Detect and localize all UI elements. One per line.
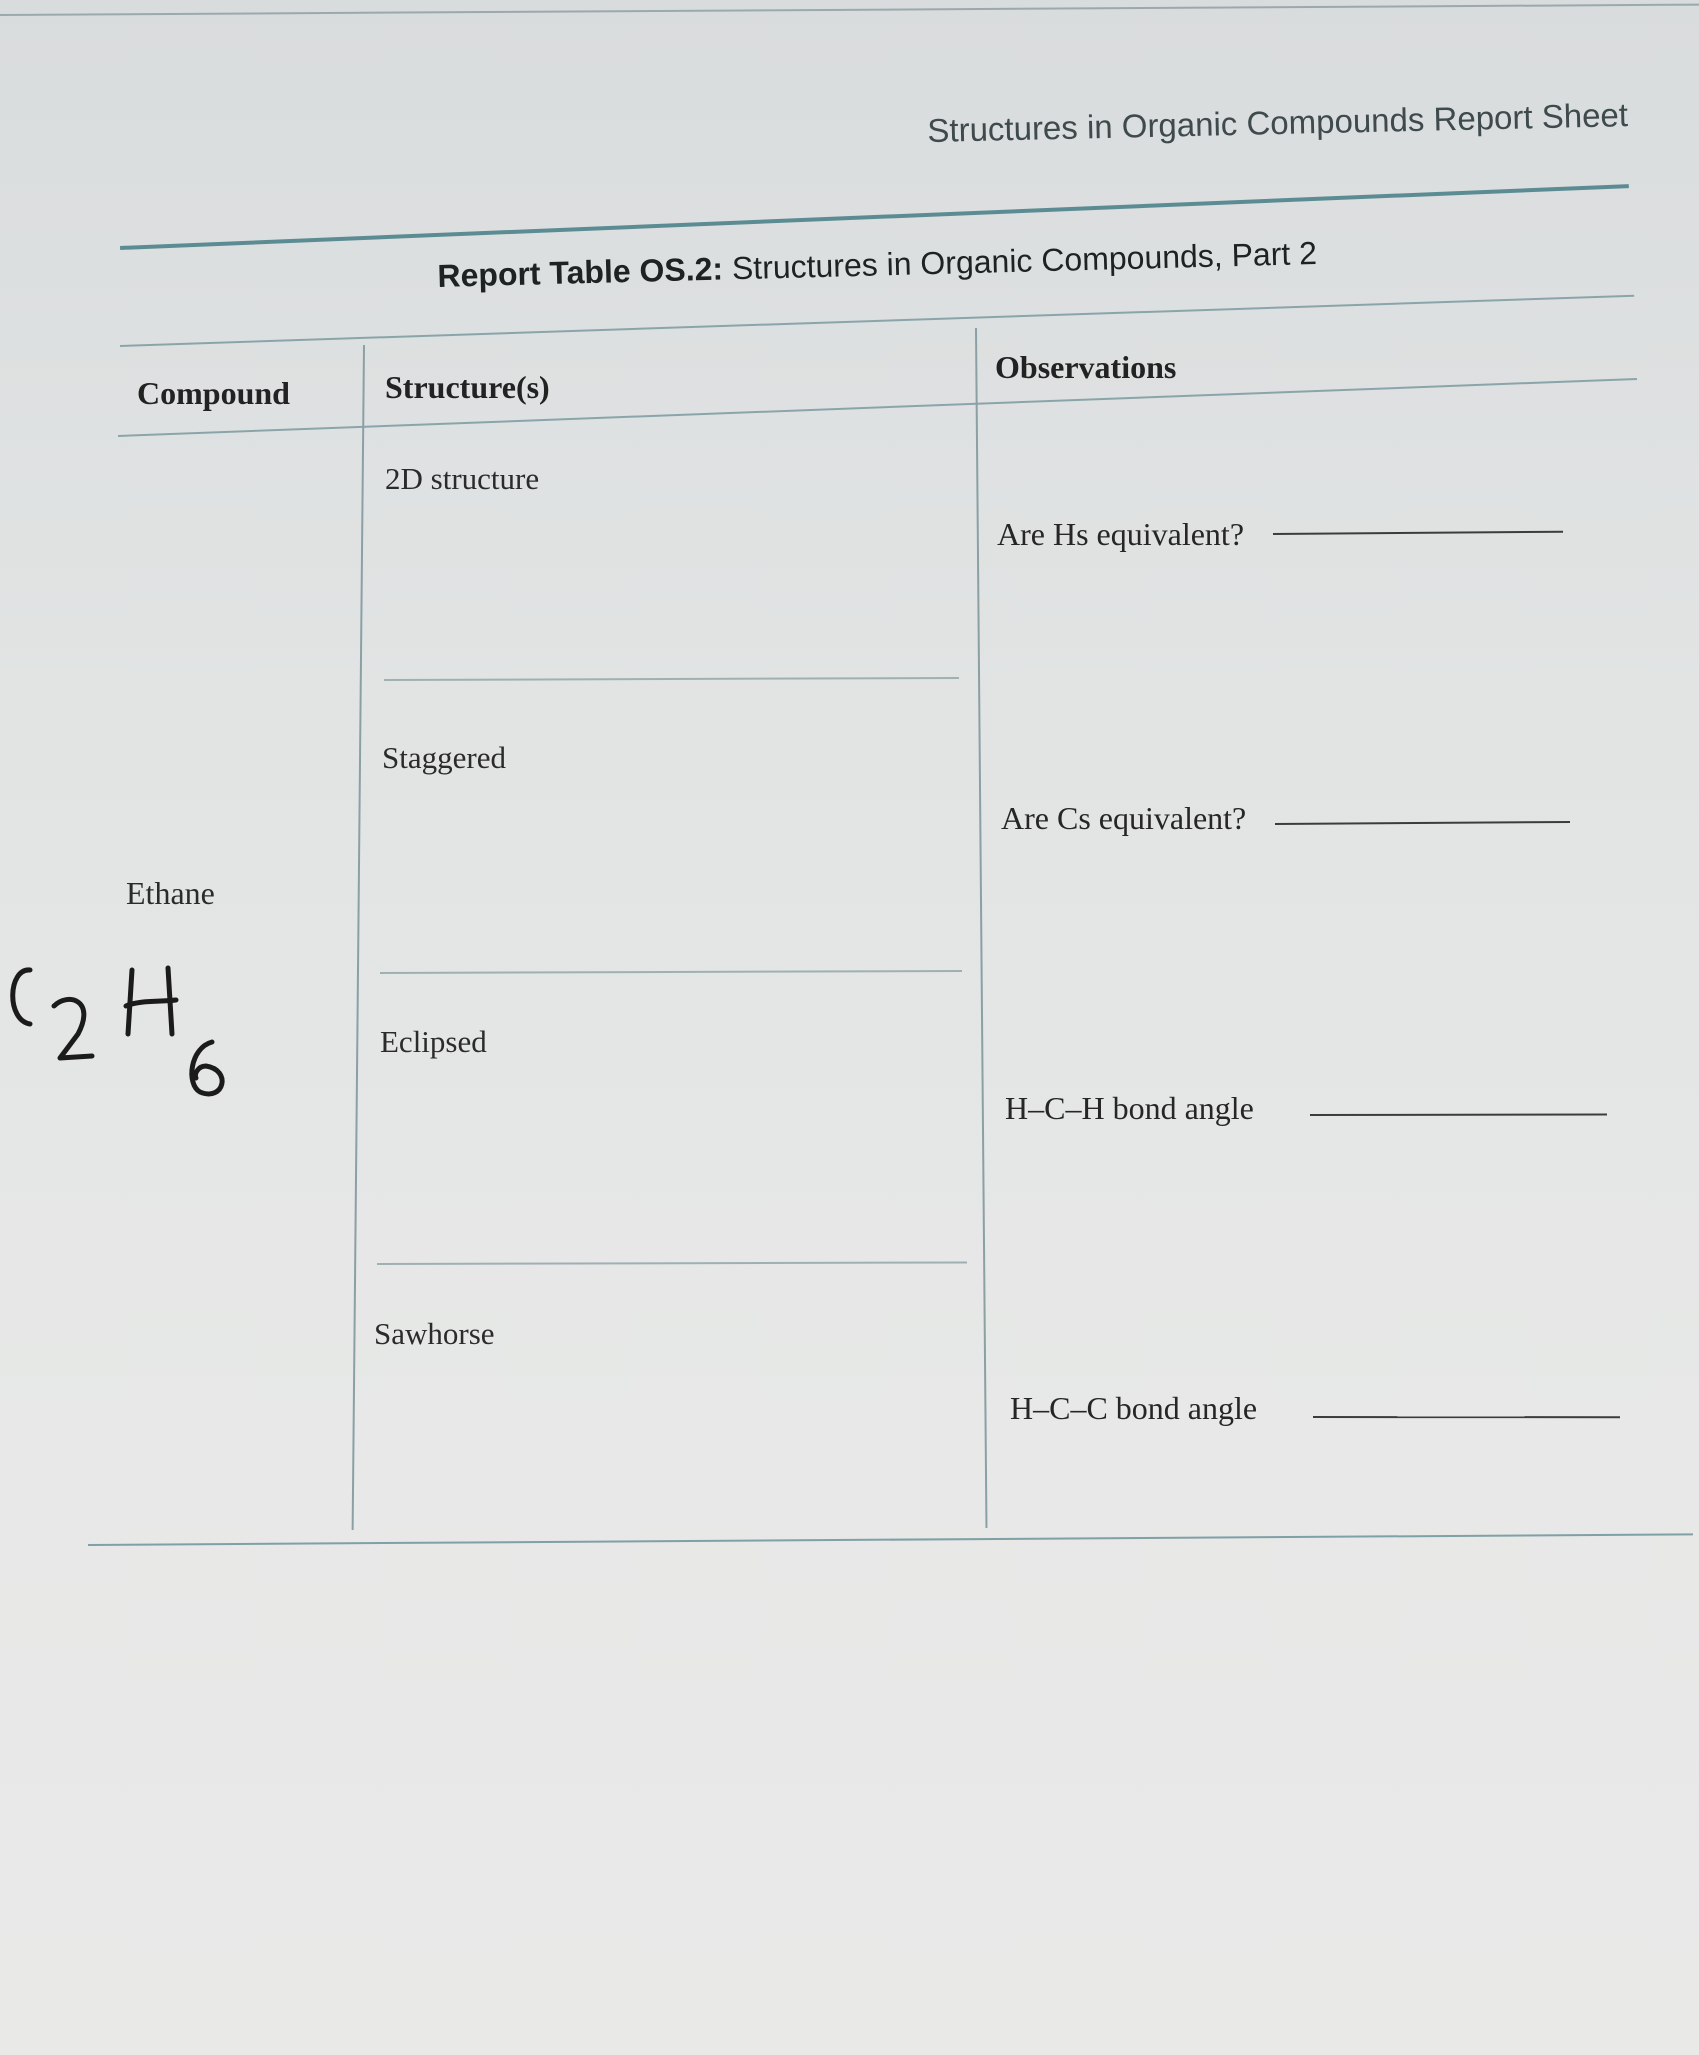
structure-label-eclipsed: Eclipsed: [380, 1024, 487, 1059]
structure-row-divider: [380, 970, 962, 974]
table-title: [437, 235, 1317, 295]
divider-structure-observations: [975, 328, 987, 1528]
answer-blank-hcc-angle[interactable]: [1313, 1416, 1620, 1418]
observation-hs-equivalent: Are Hs equivalent?: [997, 516, 1245, 552]
structure-label-sawhorse: Sawhorse: [374, 1316, 495, 1351]
handwritten-formula: [0, 950, 240, 1140]
divider-compound-structure: [352, 345, 365, 1530]
table-top-rule: [120, 295, 1634, 347]
header-bottom-rule: [118, 378, 1637, 437]
answer-blank-hch-angle[interactable]: [1310, 1113, 1607, 1116]
observation-cs-equivalent: Are Cs equivalent?: [1001, 800, 1247, 836]
structure-label-staggered: Staggered: [382, 740, 506, 775]
compound-name: Ethane: [126, 875, 215, 911]
observation-hch-angle: H–C–H bond angle: [1005, 1090, 1254, 1126]
header-structures: Structure(s): [385, 369, 550, 405]
header-rule: [120, 184, 1629, 250]
header-compound: Compound: [137, 375, 290, 411]
page-top-edge: [0, 4, 1699, 16]
structure-row-divider: [377, 1261, 967, 1265]
answer-blank-cs-equivalent[interactable]: [1275, 821, 1570, 825]
table-title-text: Structures in Organic Compounds, Part 2: [722, 234, 1318, 287]
structure-row-divider: [384, 677, 959, 681]
table-bottom-rule: [88, 1533, 1693, 1546]
sheet-title: Structures in Organic Compounds Report Sheet: [927, 96, 1629, 149]
table-title-number: Report Table OS.2:: [437, 250, 724, 294]
header-observations: Observations: [995, 349, 1177, 385]
structure-label-2d: 2D structure: [385, 461, 540, 496]
answer-blank-hs-equivalent[interactable]: [1273, 531, 1563, 535]
observation-hcc-angle: H–C–C bond angle: [1010, 1390, 1258, 1426]
